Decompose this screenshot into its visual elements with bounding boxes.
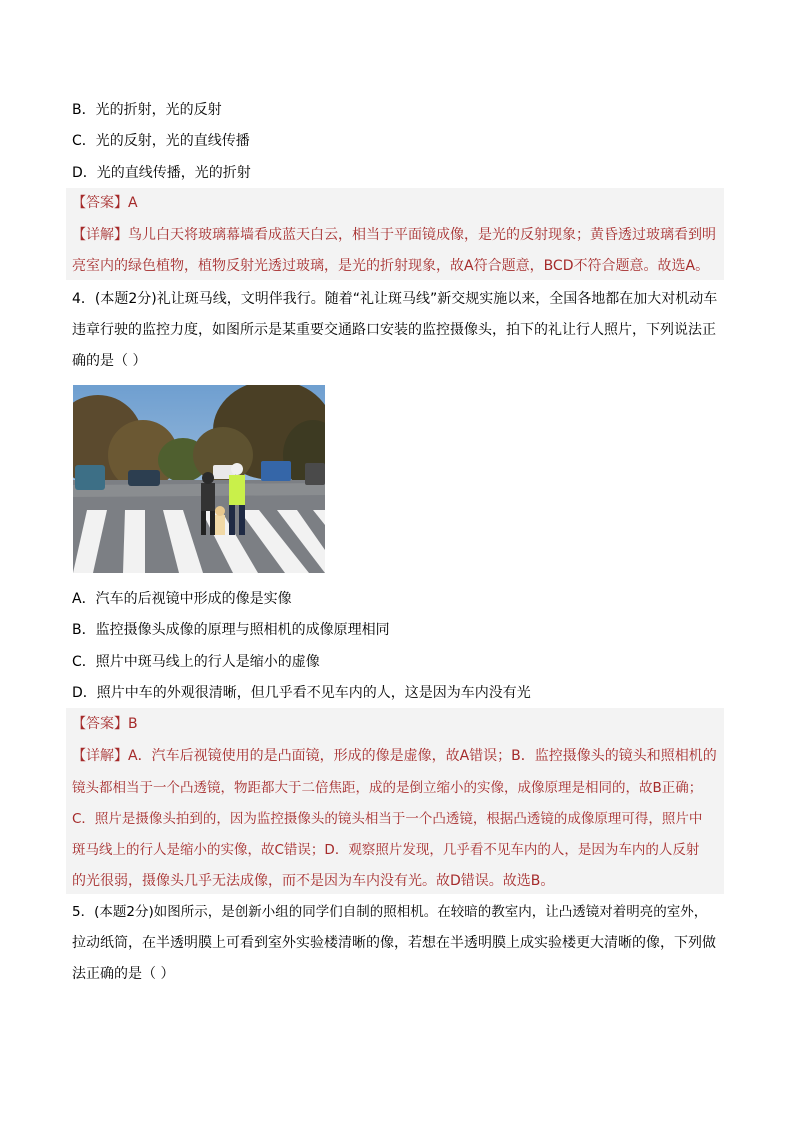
- q4-stem-line-1: 4．(本题2分)礼让斑马线，文明伴我行。随着“礼让斑马线”新交规实施以来，全国各地都在加大对机动车: [72, 291, 718, 307]
- q4-answer-line: [72, 714, 138, 734]
- q3-answer-line: [72, 193, 138, 213]
- q4-stem-line-2: 违章行驶的监控力度，如图所示是某重要交通路口安装的监控摄像头，拍下的礼让行人照片，下列说法正: [72, 322, 716, 338]
- q4-answer-value: B: [128, 716, 138, 732]
- q5-stem-line-2: 拉动纸筒，在半透明膜上可看到室外实验楼清晰的像，若想在半透明膜上成实验楼更大清晰的像，下列做: [72, 935, 716, 951]
- q3-answer-block: [66, 188, 724, 280]
- q4-detail-line-2: 镜头都相当于一个凸透镜，物距都大于二倍焦距，成的是倒立缩小的实像，成像原理是相同的，故B正确；: [72, 780, 703, 796]
- q4-option-c: C．照片中斑马线上的行人是缩小的虚像: [72, 654, 320, 670]
- q5-stem-line-1: 5．(本题2分)如图所示，是创新小组的同学们自制的照相机。在较暗的教室内，让凸透镜对着明亮的室外，: [72, 904, 708, 920]
- q3-detail-line-2: 亮室内的绿色植物，植物反射光透过玻璃，是光的折射现象，故A符合题意，BCD不符合题意。故选A。: [72, 258, 710, 274]
- q3-answer-tag: 【答案】: [72, 195, 128, 211]
- q4-detail-line-4: 斑马线上的行人是缩小的实像，故C错误；D．观察照片发现，几乎看不见车内的人，是因为车内的人反射: [72, 842, 700, 858]
- q4-detail-line-5: 的光很弱，摄像头几乎无法成像，而不是因为车内没有光。故D错误。故选B。: [72, 873, 555, 889]
- q4-detail-tag: 【详解】: [72, 748, 128, 764]
- q4-answer-tag: 【答案】: [72, 716, 128, 732]
- q4-option-a: A．汽车的后视镜中形成的像是实像: [72, 591, 292, 607]
- q4-option-b: B．监控摄像头成像的原理与照相机的成像原理相同: [72, 622, 390, 638]
- crosswalk-photo: [73, 385, 325, 573]
- q4-detail-line-1: 【详解】A．汽车后视镜使用的是凸面镜，形成的像是虚像，故A错误；B．监控摄像头的镜头和照相机的: [72, 748, 717, 764]
- q4-detail-line-3: C．照片是摄像头拍到的，因为监控摄像头的镜头相当于一个凸透镜，根据凸透镜的成像原理可得，照片中: [72, 811, 703, 827]
- q4-answer-block: [66, 708, 724, 894]
- q3-option-c: C．光的反射，光的直线传播: [72, 133, 250, 149]
- q4-option-d: D．照片中车的外观很清晰，但几乎看不见车内的人，这是因为车内没有光: [72, 685, 531, 701]
- q3-detail-tag: 【详解】: [72, 227, 128, 243]
- q3-detail-line-1: 【详解】鸟儿白天将玻璃幕墙看成蓝天白云，相当于平面镜成像，是光的反射现象；黄昏透过玻璃看到明: [72, 227, 716, 243]
- q3-answer-value: A: [128, 195, 138, 211]
- q3-option-d: D．光的直线传播，光的折射: [72, 165, 251, 181]
- q4-stem-line-3: 确的是（ ）: [72, 353, 147, 369]
- q5-stem-line-3: 法正确的是（ ）: [72, 966, 175, 982]
- q3-option-b: B．光的折射，光的反射: [72, 102, 222, 118]
